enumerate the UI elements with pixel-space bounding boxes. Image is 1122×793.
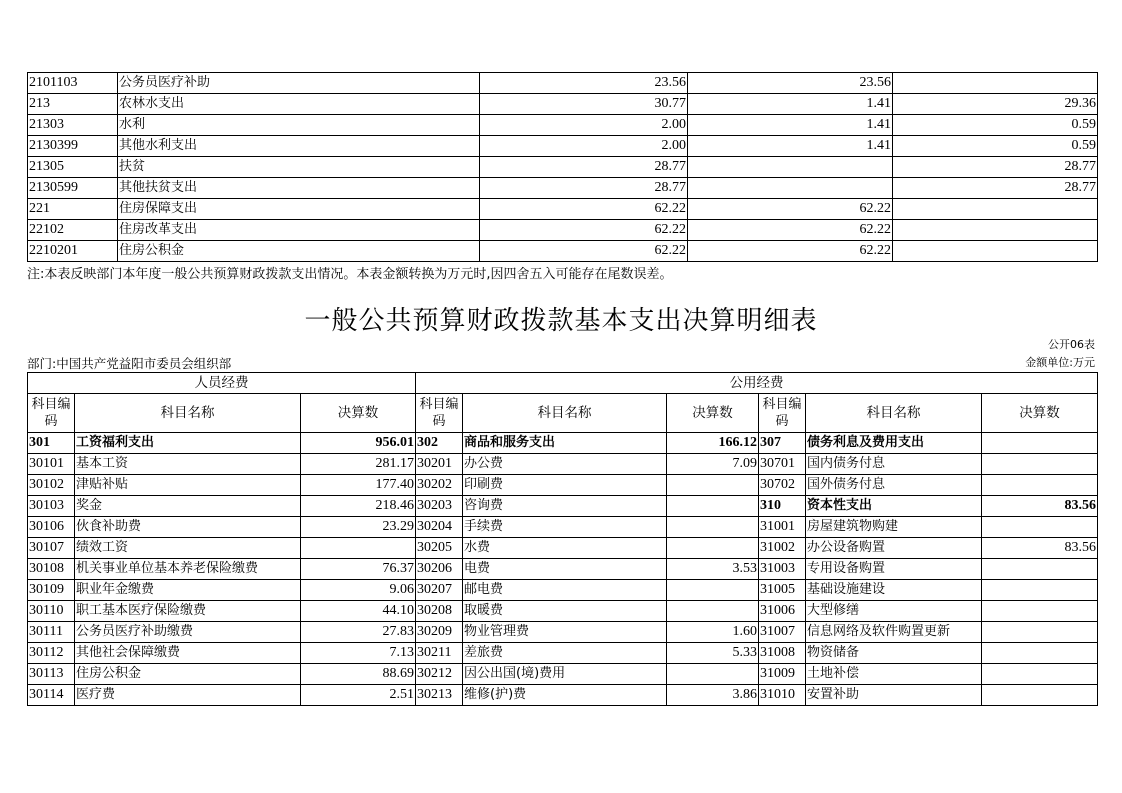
subject-name: 住房保障支出: [118, 199, 480, 220]
table-row: [28, 622, 1098, 643]
capital-subject-code: 31007: [759, 622, 806, 643]
personnel-subject-name: 机关事业单位基本养老保险缴费: [75, 559, 301, 580]
col-code-header: 科目编码: [759, 394, 806, 433]
public-amount: [667, 517, 759, 538]
table-row: [28, 664, 1098, 685]
table-note: 注:本表反映部门本年度一般公共预算财政拨款支出情况。本表金额转换为万元时,因四舍五入可能存在尾数误差。: [27, 267, 673, 282]
personnel-subject-code: 30109: [28, 580, 75, 601]
capital-subject-name: 安置补助: [806, 685, 982, 706]
public-amount: 1.60: [667, 622, 759, 643]
project-expenditure-amount: [893, 199, 1098, 220]
expenditure-summary-table: [27, 72, 1098, 262]
group-header-row: [28, 373, 1098, 394]
table-row: [28, 559, 1098, 580]
personnel-subject-name: 公务员医疗补助缴费: [75, 622, 301, 643]
personnel-subject-code: 30111: [28, 622, 75, 643]
capital-subject-name: 物资储备: [806, 643, 982, 664]
capital-subject-name: 基础设施建设: [806, 580, 982, 601]
table-row: [28, 136, 1098, 157]
personnel-subject-code: 30106: [28, 517, 75, 538]
table-row: [28, 454, 1098, 475]
subject-code: 2101103: [28, 73, 118, 94]
public-subject-code: 30206: [416, 559, 463, 580]
capital-subject-code: 31010: [759, 685, 806, 706]
total-amount: 62.22: [480, 199, 688, 220]
personnel-subject-code: 30103: [28, 496, 75, 517]
capital-amount: [982, 622, 1098, 643]
public-subject-code: 30211: [416, 643, 463, 664]
table-row: [28, 115, 1098, 136]
capital-subject-name: 房屋建筑物购建: [806, 517, 982, 538]
capital-subject-code: 310: [759, 496, 806, 517]
public-subject-name: 维修(护)费: [463, 685, 667, 706]
public-amount: 3.86: [667, 685, 759, 706]
table-row: [28, 496, 1098, 517]
personnel-amount: 76.37: [301, 559, 416, 580]
capital-amount: [982, 601, 1098, 622]
col-name-header: 科目名称: [75, 394, 301, 433]
capital-amount: [982, 559, 1098, 580]
total-amount: 28.77: [480, 178, 688, 199]
capital-subject-name: 国外债务付息: [806, 475, 982, 496]
personnel-subject-code: 30101: [28, 454, 75, 475]
public-subject-name: 邮电费: [463, 580, 667, 601]
personnel-amount: 9.06: [301, 580, 416, 601]
basic-expenditure-detail-table: [27, 372, 1098, 706]
project-expenditure-amount: 0.59: [893, 115, 1098, 136]
subject-code: 2130399: [28, 136, 118, 157]
total-amount: 2.00: [480, 115, 688, 136]
personnel-subject-name: 奖金: [75, 496, 301, 517]
personnel-subject-code: 301: [28, 433, 75, 454]
table-row: [28, 241, 1098, 262]
column-header-row: [28, 394, 1098, 433]
basic-expenditure-amount: [688, 157, 893, 178]
subject-code: 21303: [28, 115, 118, 136]
form-number: 公开06表: [1048, 338, 1095, 351]
total-amount: 30.77: [480, 94, 688, 115]
capital-subject-code: 31003: [759, 559, 806, 580]
public-subject-code: 30213: [416, 685, 463, 706]
capital-subject-name: 信息网络及软件购置更新: [806, 622, 982, 643]
subject-name: 公务员医疗补助: [118, 73, 480, 94]
table-row: [28, 538, 1098, 559]
personnel-amount: 88.69: [301, 664, 416, 685]
capital-subject-name: 债务利息及费用支出: [806, 433, 982, 454]
personnel-subject-code: 30114: [28, 685, 75, 706]
capital-subject-name: 土地补偿: [806, 664, 982, 685]
subject-name: 其他水利支出: [118, 136, 480, 157]
capital-amount: [982, 454, 1098, 475]
public-subject-code: 30205: [416, 538, 463, 559]
personnel-amount: 7.13: [301, 643, 416, 664]
capital-subject-code: 31006: [759, 601, 806, 622]
col-amount-header: 决算数: [667, 394, 759, 433]
col-amount-header: 决算数: [301, 394, 416, 433]
capital-amount: [982, 517, 1098, 538]
subject-name: 水利: [118, 115, 480, 136]
public-subject-code: 30207: [416, 580, 463, 601]
public-subject-name: 商品和服务支出: [463, 433, 667, 454]
project-expenditure-amount: 0.59: [893, 136, 1098, 157]
public-subject-code: 30209: [416, 622, 463, 643]
personnel-subject-code: 30102: [28, 475, 75, 496]
personnel-amount: 23.29: [301, 517, 416, 538]
subject-name: 扶贫: [118, 157, 480, 178]
table-row: [28, 580, 1098, 601]
public-subject-code: 302: [416, 433, 463, 454]
personnel-amount: [301, 538, 416, 559]
capital-subject-code: 31005: [759, 580, 806, 601]
personnel-subject-name: 绩效工资: [75, 538, 301, 559]
total-amount: 62.22: [480, 220, 688, 241]
department-label: 部门:中国共产党益阳市委员会组织部: [27, 356, 232, 371]
public-subject-name: 办公费: [463, 454, 667, 475]
public-amount: 3.53: [667, 559, 759, 580]
personnel-subject-name: 工资福利支出: [75, 433, 301, 454]
public-amount: 7.09: [667, 454, 759, 475]
capital-subject-code: 307: [759, 433, 806, 454]
capital-subject-name: 专用设备购置: [806, 559, 982, 580]
personnel-amount: 27.83: [301, 622, 416, 643]
public-subject-code: 30203: [416, 496, 463, 517]
project-expenditure-amount: [893, 241, 1098, 262]
project-expenditure-amount: 28.77: [893, 157, 1098, 178]
table-row: [28, 178, 1098, 199]
page-title: 一般公共预算财政拨款基本支出决算明细表: [304, 306, 818, 336]
table-row: [28, 157, 1098, 178]
public-amount: [667, 664, 759, 685]
capital-amount: 83.56: [982, 496, 1098, 517]
subject-code: 213: [28, 94, 118, 115]
personnel-subject-name: 津贴补贴: [75, 475, 301, 496]
capital-subject-name: 资本性支出: [806, 496, 982, 517]
subject-name: 其他扶贫支出: [118, 178, 480, 199]
project-expenditure-amount: 28.77: [893, 178, 1098, 199]
capital-subject-code: 30701: [759, 454, 806, 475]
table-row: [28, 643, 1098, 664]
public-amount: [667, 538, 759, 559]
capital-subject-name: 办公设备购置: [806, 538, 982, 559]
table-row: [28, 601, 1098, 622]
personnel-amount: 956.01: [301, 433, 416, 454]
public-amount: [667, 580, 759, 601]
personnel-subject-name: 住房公积金: [75, 664, 301, 685]
basic-expenditure-amount: [688, 178, 893, 199]
table-row: [28, 73, 1098, 94]
capital-amount: 83.56: [982, 538, 1098, 559]
public-subject-name: 咨询费: [463, 496, 667, 517]
capital-subject-name: 国内债务付息: [806, 454, 982, 475]
public-amount: 166.12: [667, 433, 759, 454]
capital-subject-code: 31002: [759, 538, 806, 559]
personnel-amount: 281.17: [301, 454, 416, 475]
public-amount: [667, 601, 759, 622]
personnel-amount: 44.10: [301, 601, 416, 622]
basic-expenditure-amount: 1.41: [688, 94, 893, 115]
capital-amount: [982, 685, 1098, 706]
personnel-subject-code: 30107: [28, 538, 75, 559]
col-amount-header: 决算数: [982, 394, 1098, 433]
public-amount: 5.33: [667, 643, 759, 664]
subject-name: 住房改革支出: [118, 220, 480, 241]
personnel-subject-name: 其他社会保障缴费: [75, 643, 301, 664]
personnel-amount: 2.51: [301, 685, 416, 706]
subject-code: 2130599: [28, 178, 118, 199]
personnel-subject-name: 基本工资: [75, 454, 301, 475]
capital-subject-code: 31009: [759, 664, 806, 685]
capital-amount: [982, 433, 1098, 454]
col-code-header: 科目编码: [416, 394, 463, 433]
personnel-amount: 177.40: [301, 475, 416, 496]
public-subject-name: 差旅费: [463, 643, 667, 664]
subject-name: 住房公积金: [118, 241, 480, 262]
personnel-subject-name: 职业年金缴费: [75, 580, 301, 601]
subject-code: 2210201: [28, 241, 118, 262]
public-subject-name: 因公出国(境)费用: [463, 664, 667, 685]
project-expenditure-amount: [893, 220, 1098, 241]
amount-unit-label: 金额单位:万元: [1025, 356, 1095, 369]
subject-name: 农林水支出: [118, 94, 480, 115]
table-row: [28, 517, 1098, 538]
table-row: [28, 94, 1098, 115]
public-subject-name: 手续费: [463, 517, 667, 538]
capital-subject-name: 大型修缮: [806, 601, 982, 622]
public-subject-code: 30202: [416, 475, 463, 496]
public-subject-name: 电费: [463, 559, 667, 580]
project-expenditure-amount: 29.36: [893, 94, 1098, 115]
public-subject-code: 30212: [416, 664, 463, 685]
personnel-subject-name: 职工基本医疗保险缴费: [75, 601, 301, 622]
public-subject-name: 印刷费: [463, 475, 667, 496]
capital-amount: [982, 664, 1098, 685]
capital-subject-code: 30702: [759, 475, 806, 496]
table-row: [28, 199, 1098, 220]
personnel-expense-header: 人员经费: [28, 373, 416, 394]
total-amount: 28.77: [480, 157, 688, 178]
public-subject-code: 30208: [416, 601, 463, 622]
col-code-header: 科目编码: [28, 394, 75, 433]
capital-amount: [982, 643, 1098, 664]
total-amount: 2.00: [480, 136, 688, 157]
public-subject-name: 取暖费: [463, 601, 667, 622]
capital-amount: [982, 580, 1098, 601]
project-expenditure-amount: [893, 73, 1098, 94]
basic-expenditure-amount: 62.22: [688, 199, 893, 220]
personnel-subject-name: 医疗费: [75, 685, 301, 706]
subject-code: 22102: [28, 220, 118, 241]
col-name-header: 科目名称: [463, 394, 667, 433]
public-subject-code: 30201: [416, 454, 463, 475]
total-amount: 23.56: [480, 73, 688, 94]
basic-expenditure-amount: 1.41: [688, 136, 893, 157]
personnel-subject-code: 30110: [28, 601, 75, 622]
basic-expenditure-amount: 62.22: [688, 220, 893, 241]
personnel-subject-code: 30108: [28, 559, 75, 580]
public-expense-header: 公用经费: [416, 373, 1098, 394]
table-row: [28, 433, 1098, 454]
subject-code: 21305: [28, 157, 118, 178]
personnel-subject-name: 伙食补助费: [75, 517, 301, 538]
total-amount: 62.22: [480, 241, 688, 262]
basic-expenditure-amount: 23.56: [688, 73, 893, 94]
col-name-header: 科目名称: [806, 394, 982, 433]
public-amount: [667, 475, 759, 496]
personnel-subject-code: 30113: [28, 664, 75, 685]
table-row: [28, 220, 1098, 241]
table-row: [28, 685, 1098, 706]
basic-expenditure-amount: 62.22: [688, 241, 893, 262]
capital-amount: [982, 475, 1098, 496]
personnel-amount: 218.46: [301, 496, 416, 517]
public-subject-name: 水费: [463, 538, 667, 559]
basic-expenditure-amount: 1.41: [688, 115, 893, 136]
personnel-subject-code: 30112: [28, 643, 75, 664]
subject-code: 221: [28, 199, 118, 220]
public-subject-code: 30204: [416, 517, 463, 538]
capital-subject-code: 31008: [759, 643, 806, 664]
public-subject-name: 物业管理费: [463, 622, 667, 643]
capital-subject-code: 31001: [759, 517, 806, 538]
public-amount: [667, 496, 759, 517]
table-row: [28, 475, 1098, 496]
